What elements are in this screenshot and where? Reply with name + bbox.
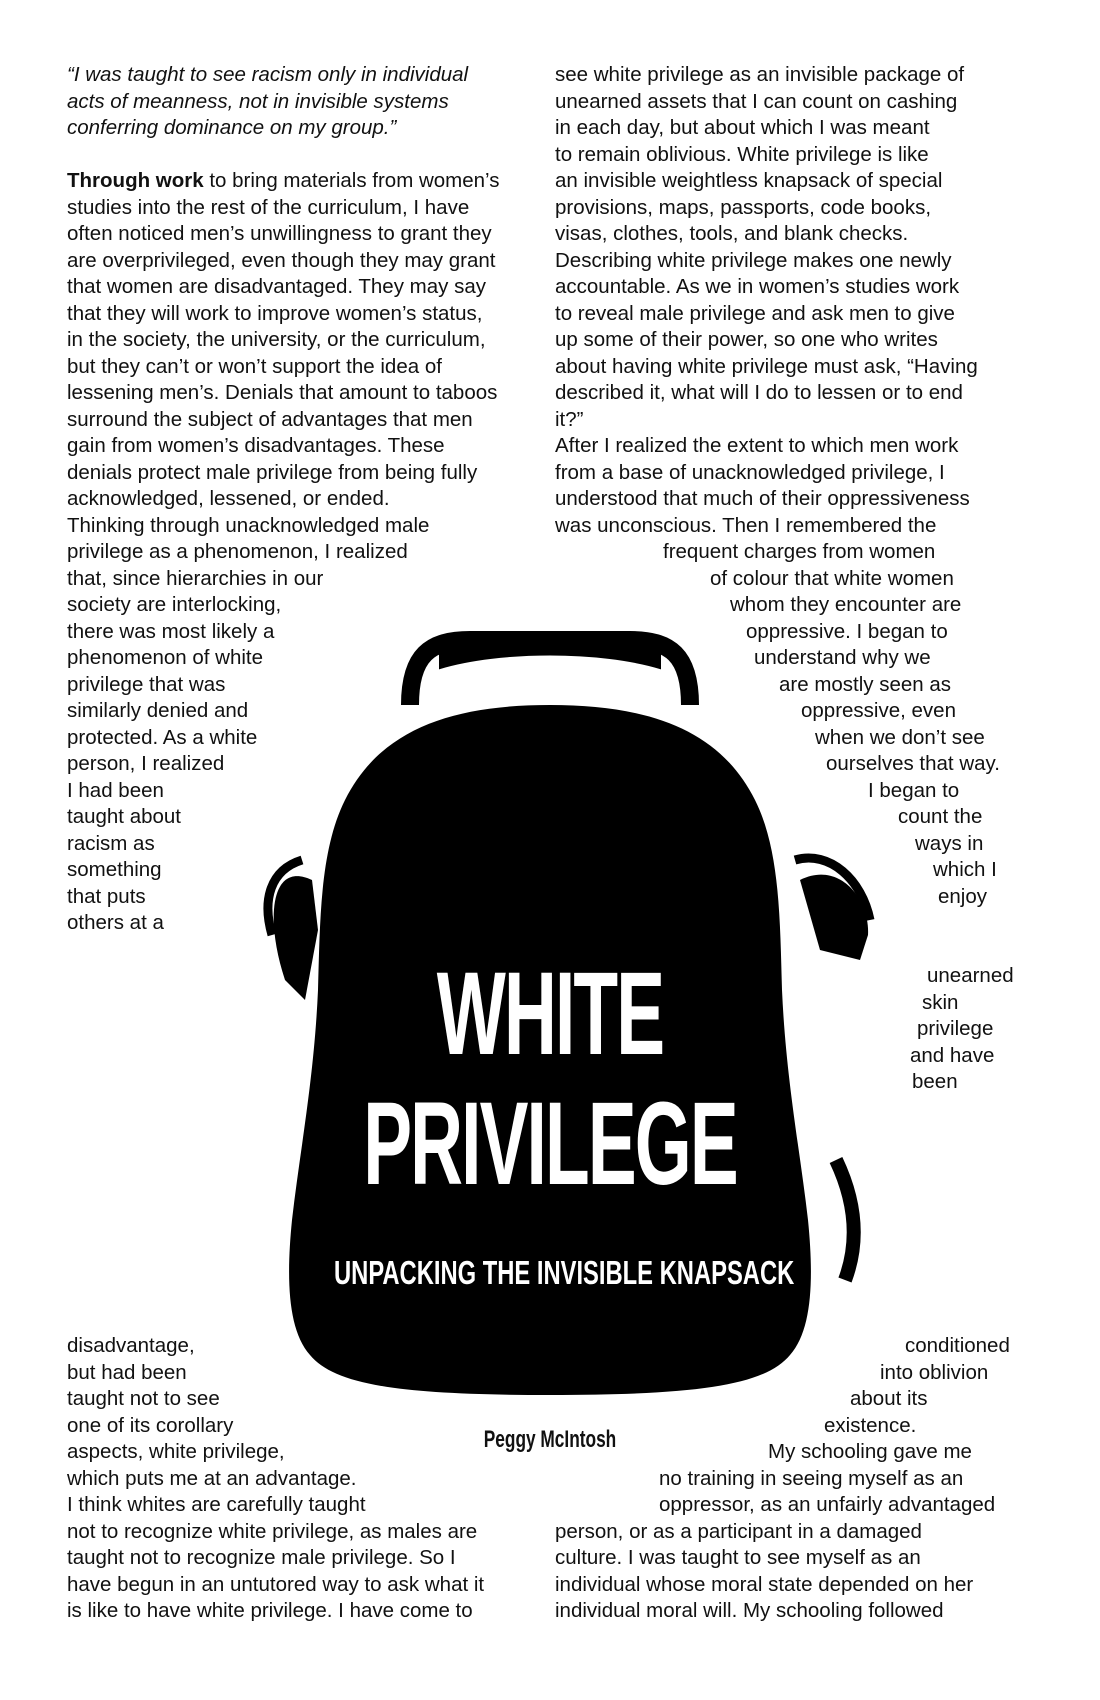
body-line: to reveal male privilege and ask men to give: [555, 301, 955, 325]
body-line: enjoy: [938, 884, 988, 908]
body-line: ourselves that way.: [826, 752, 1000, 775]
body-line: Thinking through unacknowledged male: [67, 513, 430, 537]
body-line: After I realized the extent to which men work: [555, 434, 959, 457]
body-line: conditioned: [905, 1334, 1010, 1357]
body-line: are overprivileged, even though they may grant: [67, 248, 496, 272]
body-line: an invisible weightless knapsack of special: [555, 169, 943, 192]
body-line: about having white privilege must ask, “Having: [555, 354, 978, 378]
body-line: privilege that was: [67, 672, 226, 696]
epigraph-line: acts of meanness, not in invisible systems: [67, 89, 449, 113]
cover-title-white: WHITE: [436, 948, 664, 1080]
body-line: studies into the rest of the curriculum, I have: [67, 195, 470, 219]
body-line: similarly denied and: [67, 699, 249, 722]
body-line: that women are disadvantaged. They may say: [67, 275, 486, 298]
body-line: oppressive, even: [801, 699, 956, 722]
body-line: I think whites are carefully taught: [67, 1493, 366, 1516]
lead-in: Through work: [67, 169, 204, 192]
body-line: no training in seeing myself as an: [659, 1466, 964, 1490]
body-line: society are interlocking,: [67, 593, 282, 616]
body-line: oppressor, as an unfairly advantaged: [659, 1493, 996, 1516]
body-line: taught not to recognize male privilege. So I: [67, 1546, 456, 1569]
body-line: I began to: [868, 778, 960, 802]
body-line: racism as: [67, 831, 155, 855]
body-line: which I: [933, 858, 997, 881]
body-line: are mostly seen as: [779, 672, 952, 696]
body-line: is like to have white privilege. I have come to: [67, 1599, 473, 1622]
body-line: person, I realized: [67, 752, 225, 775]
body-line: count the: [898, 805, 983, 828]
body-line: into oblivion: [880, 1360, 989, 1384]
body-line: phenomenon of white: [67, 646, 264, 669]
body-line: that, since hierarchies in our: [67, 566, 324, 590]
body-line: lessening men’s. Denials that amount to taboos: [67, 381, 498, 404]
body-line: I had been: [67, 778, 164, 802]
body-line: surround the subject of advantages that men: [67, 407, 473, 431]
body-line: when we don’t see: [815, 725, 985, 749]
body-line: something: [67, 858, 162, 881]
body-line: understand why we: [754, 646, 931, 669]
epigraph-line: “I was taught to see racism only in individual: [67, 63, 469, 86]
first-line-rest: to bring materials from women’s: [203, 169, 500, 192]
body-line: denials protect male privilege from being fully: [67, 460, 478, 484]
body-line: individual whose moral state depended on her: [555, 1572, 974, 1596]
body-line: was unconscious. Then I remembered the: [555, 513, 937, 537]
body-line: to remain oblivious. White privilege is like: [555, 142, 929, 166]
body-line: gain from women’s disadvantages. These: [67, 434, 445, 457]
body-line: individual moral will. My schooling followed: [555, 1599, 944, 1622]
body-line: whom they encounter are: [730, 593, 962, 616]
body-line: visas, clothes, tools, and blank checks.: [555, 222, 909, 245]
paragraph-first-line: [67, 168, 500, 195]
body-line: My schooling gave me: [768, 1440, 972, 1463]
body-line: have begun in an untutored way to ask what it: [67, 1572, 485, 1596]
body-line: aspects, white privilege,: [67, 1440, 285, 1463]
epigraph-line: conferring dominance on my group.”: [67, 116, 397, 139]
body-line: and have: [910, 1043, 995, 1067]
body-line: skin: [922, 990, 959, 1014]
body-line: taught not to see: [67, 1387, 220, 1410]
body-line: person, or as a participant in a damaged: [555, 1519, 922, 1543]
body-line: of colour that white women: [710, 566, 954, 590]
body-line: oppressive. I began to: [746, 619, 948, 643]
body-line: unearned: [927, 964, 1014, 987]
body-line: Describing white privilege makes one newly: [555, 248, 952, 272]
body-line: ways in: [915, 831, 984, 855]
body-line: others at a: [67, 911, 164, 934]
body-line: in each day, but about which I was meant: [555, 116, 930, 139]
body-line: disadvantage,: [67, 1334, 195, 1357]
body-line: often noticed men’s unwillingness to grant they: [67, 222, 492, 245]
body-line: described it, what will I do to lessen or to end: [555, 381, 963, 404]
body-line: existence.: [824, 1413, 917, 1437]
body-line: that they will work to improve women’s status,: [67, 301, 483, 325]
cover-subtitle: UNPACKING THE INVISIBLE KNAPSACK: [334, 1254, 795, 1291]
body-line: about its: [850, 1387, 928, 1410]
body-line: unearned assets that I can count on cashing: [555, 89, 958, 113]
body-line: that puts: [67, 884, 146, 908]
body-line: in the society, the university, or the curriculum,: [67, 328, 486, 351]
body-line: protected. As a white: [67, 725, 258, 749]
body-line: privilege as a phenomenon, I realized: [67, 540, 408, 563]
body-line: see white privilege as an invisible package of: [555, 63, 965, 86]
body-line: from a base of unacknowledged privilege, I: [555, 460, 945, 484]
body-line: not to recognize white privilege, as males are: [67, 1519, 478, 1543]
body-line: frequent charges from women: [663, 540, 936, 563]
cover-title-privilege: PRIVILEGE: [363, 1078, 737, 1210]
body-line: one of its corollary: [67, 1413, 234, 1437]
body-line: understood that much of their oppressiveness: [555, 487, 970, 510]
body-line: up some of their power, so one who writes: [555, 328, 938, 351]
body-line: acknowledged, lessened, or ended.: [67, 487, 390, 510]
body-line: privilege: [917, 1017, 994, 1040]
body-line: which puts me at an advantage.: [67, 1466, 357, 1490]
body-line: taught about: [67, 805, 181, 828]
body-line: provisions, maps, passports, code books,: [555, 195, 932, 219]
body-line: but they can’t or won’t support the idea of: [67, 354, 442, 378]
body-line: culture. I was taught to see myself as an: [555, 1546, 921, 1569]
body-line: but had been: [67, 1360, 187, 1384]
body-line: accountable. As we in women’s studies work: [555, 275, 960, 298]
left-side-strap: [274, 876, 318, 1000]
body-line: been: [912, 1070, 958, 1093]
author-byline: Peggy McIntosh: [483, 1426, 617, 1453]
body-line: there was most likely a: [67, 619, 275, 643]
body-line: it?”: [555, 407, 584, 431]
